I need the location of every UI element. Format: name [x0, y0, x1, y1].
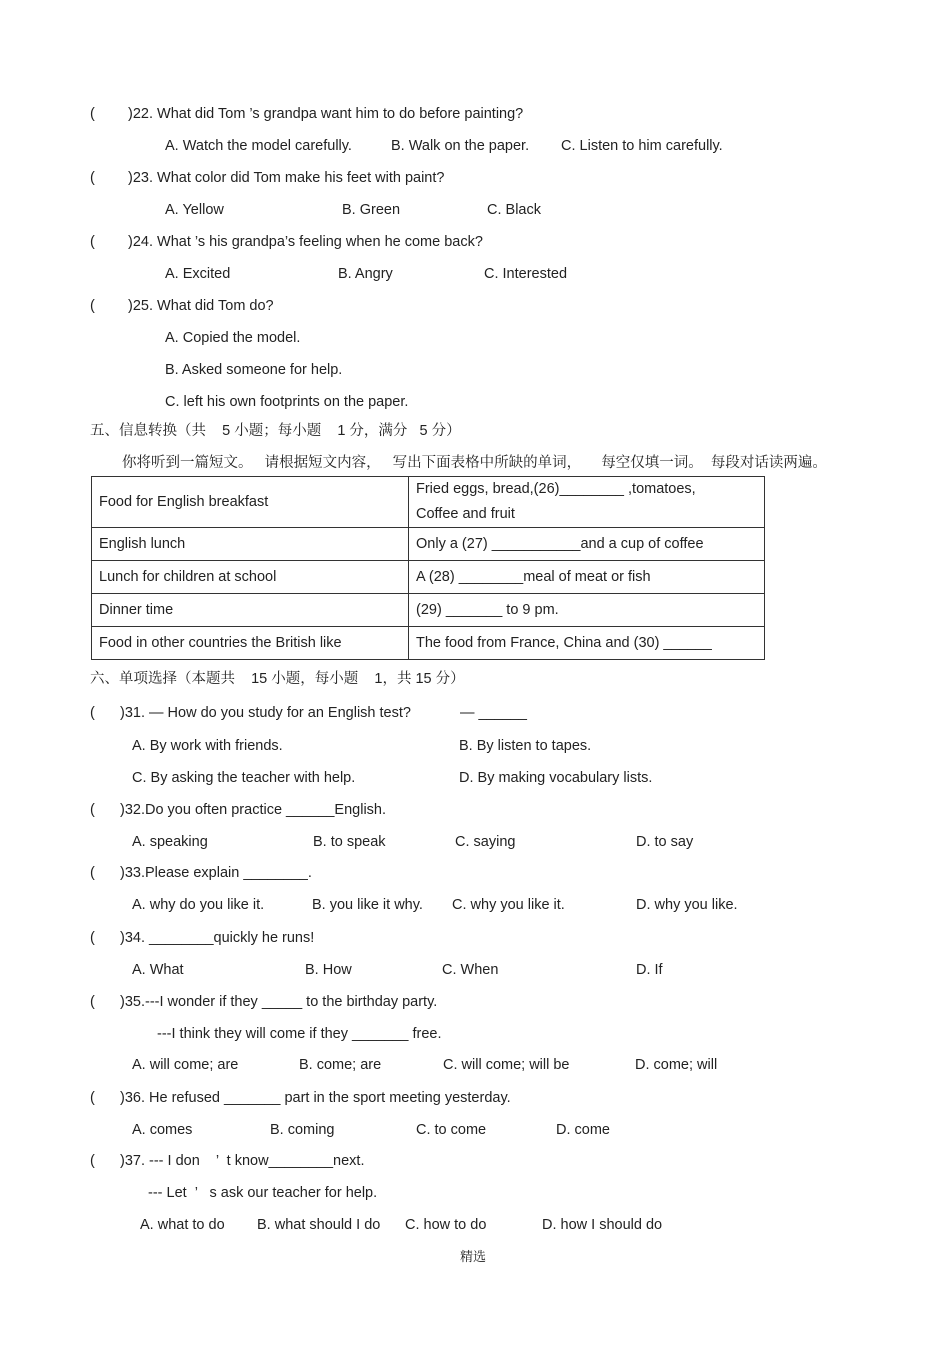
question-37-option-a: A. what to do — [140, 1217, 225, 1233]
question-22-stem: )22. What did Tom ’s grandpa want him to do before painting? — [128, 106, 524, 122]
question-24-stem: )24. What ’s his grandpa’s feeling when he come back? — [128, 234, 483, 250]
question-33-option-c: C. why you like it. — [452, 897, 565, 913]
question-35-option-b: B. come; are — [299, 1057, 382, 1073]
question-35-line-2: ---I think they will come if they _______ free. — [157, 1026, 442, 1042]
question-36-option-a: A. comes — [132, 1122, 193, 1138]
question-37-option-b: B. what should I do — [257, 1217, 381, 1233]
question-22-option-b: B. Walk on the paper. — [391, 138, 530, 154]
question-33-stem: )33.Please explain ________. — [120, 865, 312, 881]
answer-bracket: ( — [90, 994, 95, 1010]
section-5-instruction: 你将听到一篇短文。 请根据短文内容， 写出下面表格中所缺的单词， 每空仅填一词。 每段对话读两遍。 — [122, 455, 827, 471]
table-row — [92, 594, 765, 627]
question-34-option-a: A. What — [132, 962, 184, 978]
answer-bracket: ( — [90, 106, 95, 122]
table-row — [92, 627, 765, 660]
question-23-option-b: B. Green — [342, 202, 401, 218]
question-32-stem: )32.Do you often practice ______English. — [120, 802, 387, 818]
question-34-stem: )34. ________quickly he runs! — [120, 930, 315, 946]
question-24-option-c: C. Interested — [484, 266, 568, 282]
table-label-cell: Dinner time — [92, 594, 409, 627]
table-row — [92, 528, 765, 561]
question-22-option-c: C. Listen to him carefully. — [561, 138, 723, 154]
section-6-heading: 六、单项选择（本题共 15 小题，每小题 1，共 15 分） — [90, 671, 465, 687]
question-22-option-a: A. Watch the model carefully. — [165, 138, 352, 154]
question-24-option-a: A. Excited — [165, 266, 231, 282]
table-label-cell: Lunch for children at school — [92, 561, 409, 594]
answer-bracket: ( — [90, 298, 95, 314]
table-label-cell: Food in other countries the British like — [92, 627, 409, 660]
question-37-stem: )37. --- I don ’ t know________next. — [120, 1153, 365, 1169]
answer-bracket: ( — [90, 930, 95, 946]
table-row — [92, 477, 765, 528]
question-37-option-c: C. how to do — [405, 1217, 487, 1233]
question-34-option-d: D. If — [636, 962, 663, 978]
question-33-option-d: D. why you like. — [636, 897, 738, 913]
information-table — [91, 476, 765, 660]
question-31-option-b: B. By listen to tapes. — [459, 738, 592, 754]
question-31-option-c: C. By asking the teacher with help. — [132, 770, 356, 786]
answer-bracket: ( — [90, 1153, 95, 1169]
table-value-line: Coffee and fruit — [416, 506, 515, 522]
question-31-option-d: D. By making vocabulary lists. — [459, 770, 653, 786]
answer-bracket: ( — [90, 234, 95, 250]
question-24-option-b: B. Angry — [338, 266, 393, 282]
question-36-option-b: B. coming — [270, 1122, 335, 1138]
question-23-stem: )23. What color did Tom make his feet with paint? — [128, 170, 445, 186]
question-25-option-c: C. left his own footprints on the paper. — [165, 394, 409, 410]
table-row — [92, 561, 765, 594]
table-label-cell: Food for English breakfast — [92, 477, 409, 528]
question-36-option-d: D. come — [556, 1122, 610, 1138]
table-label-cell: English lunch — [92, 528, 409, 561]
question-32-option-c: C. saying — [455, 834, 516, 850]
table-value-cell: The food from France, China and (30) ______ — [409, 627, 765, 660]
question-31-reply: — ______ — [460, 705, 527, 721]
question-31-option-a: A. By work with friends. — [132, 738, 283, 754]
table-value-line: Fried eggs, bread,(26)________ ,tomatoes, — [416, 481, 696, 497]
question-31-stem: )31. — How do you study for an English test? — [120, 705, 411, 721]
answer-bracket: ( — [90, 865, 95, 881]
question-35-option-a: A. will come; are — [132, 1057, 239, 1073]
question-32-option-d: D. to say — [636, 834, 694, 850]
answer-bracket: ( — [90, 802, 95, 818]
table-value-cell — [409, 477, 765, 528]
question-34-option-c: C. When — [442, 962, 499, 978]
question-32-option-b: B. to speak — [313, 834, 386, 850]
question-35-stem: )35.---I wonder if they _____ to the birthday party. — [120, 994, 438, 1010]
section-5-heading: 五、信息转换（共 5 小题；每小题 1 分，满分 5 分） — [90, 423, 461, 439]
question-33-option-b: B. you like it why. — [312, 897, 423, 913]
question-34-option-b: B. How — [305, 962, 352, 978]
table-value-cell: (29) _______ to 9 pm. — [409, 594, 765, 627]
question-35-option-c: C. will come; will be — [443, 1057, 570, 1073]
question-25-option-a: A. Copied the model. — [165, 330, 301, 346]
question-32-option-a: A. speaking — [132, 834, 208, 850]
question-23-option-a: A. Yellow — [165, 202, 224, 218]
question-25-option-b: B. Asked someone for help. — [165, 362, 343, 378]
question-35-option-d: D. come; will — [635, 1057, 718, 1073]
question-36-option-c: C. to come — [416, 1122, 487, 1138]
question-23-option-c: C. Black — [487, 202, 541, 218]
question-36-stem: )36. He refused _______ part in the sport meeting yesterday. — [120, 1090, 511, 1106]
page-footer: 精选 — [459, 1249, 486, 1264]
question-33-option-a: A. why do you like it. — [132, 897, 265, 913]
table-value-cell: Only a (27) ___________and a cup of coffee — [409, 528, 765, 561]
question-37-option-d: D. how I should do — [542, 1217, 663, 1233]
question-25-stem: )25. What did Tom do? — [128, 298, 274, 314]
table-value-cell: A (28) ________meal of meat or fish — [409, 561, 765, 594]
question-37-line-2: --- Let ’ s ask our teacher for help. — [148, 1185, 378, 1201]
answer-bracket: ( — [90, 705, 95, 721]
answer-bracket: ( — [90, 170, 95, 186]
answer-bracket: ( — [90, 1090, 95, 1106]
